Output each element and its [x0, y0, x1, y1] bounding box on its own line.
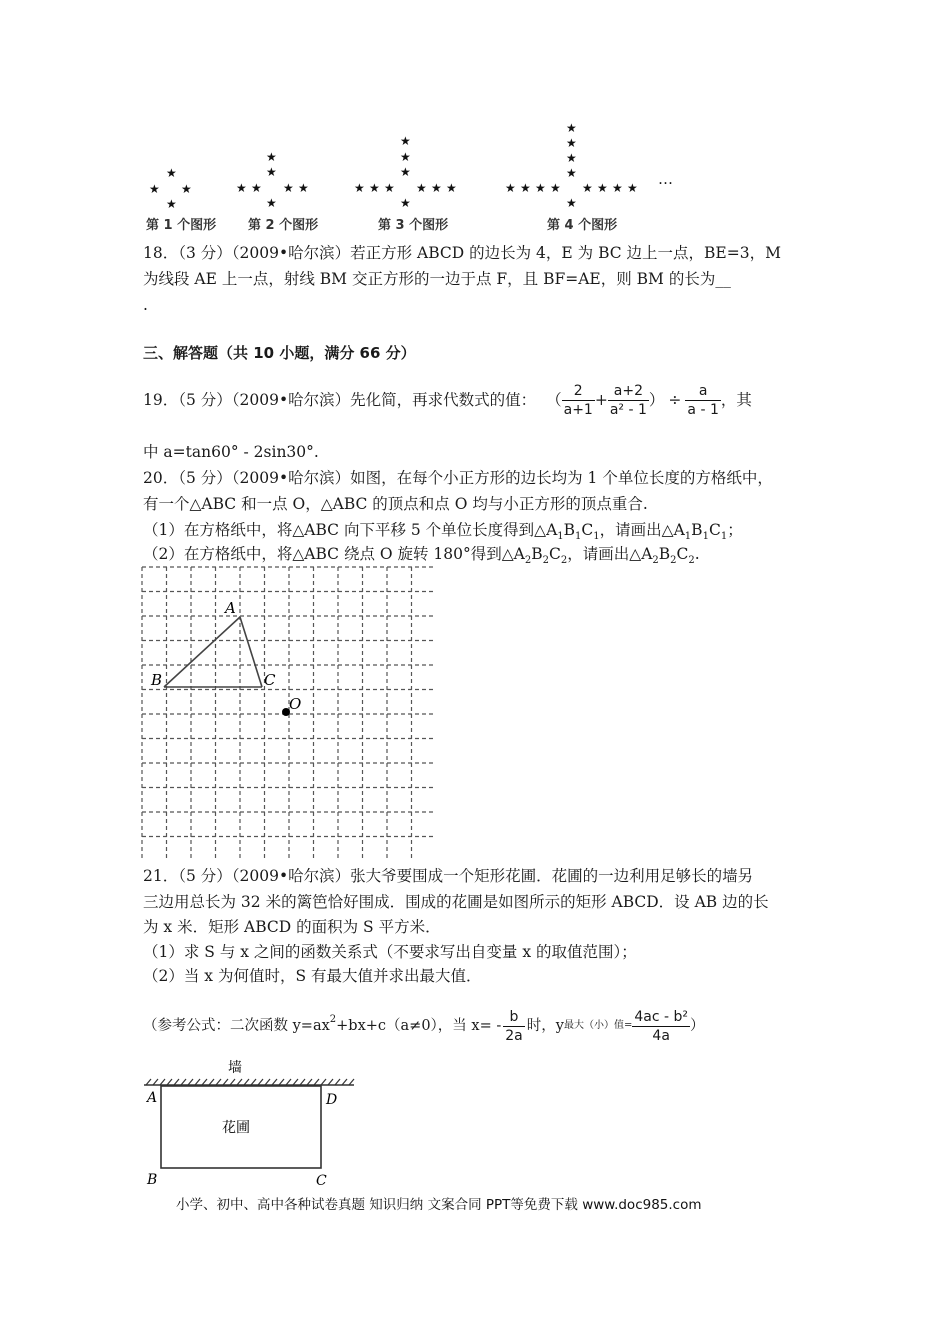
q21-line-2: 三边用总长为 32 米的篱笆恰好围成．围成的花圃是如图所示的矩形 ABCD．设 AB 边的长 — [143, 893, 769, 911]
q19-divide: ÷ — [668, 391, 682, 409]
wall-hatch — [258, 1079, 263, 1085]
star-icon: ★ — [566, 166, 577, 180]
star-icon: ★ — [266, 196, 277, 210]
wall-hatch — [314, 1079, 319, 1085]
star-icon: ★ — [582, 181, 593, 195]
q20-line-3: （1）在方格纸中，将△ABC 向下平移 5 个单位长度得到$\triangle A_1B_1C_1$，请画出$\triangle A_1B_1C_1$； — [143, 521, 743, 543]
ellipsis: … — [658, 170, 673, 188]
star-icon: ★ — [400, 150, 411, 164]
label-a: A — [225, 599, 236, 617]
section-title: 三、解答题（共 10 小题，满分 66 分） — [143, 344, 416, 362]
wall-hatch — [335, 1079, 340, 1085]
q19-line-2: 中 a=tan60° - 2sin30°. — [143, 443, 319, 461]
wall-label: 墙 — [228, 1060, 242, 1076]
star-icon: ★ — [627, 181, 638, 195]
star-icon: ★ — [505, 181, 516, 195]
q18-line-1: 18．（3 分）（2009•哈尔滨）若正方形 ABCD 的边长为 4，E 为 BC 边上一点，BE=3，M — [143, 244, 781, 262]
q19-line-1 — [143, 378, 752, 422]
wall-hatch — [244, 1079, 249, 1085]
wall-hatch — [265, 1079, 270, 1085]
wall-hatch — [300, 1079, 305, 1085]
star-icon: ★ — [149, 182, 160, 196]
star-icon: ★ — [181, 182, 192, 196]
q19-fraction-3: $\frac{a}{a - 1}$ — [687, 382, 719, 418]
star-icon: ★ — [400, 134, 411, 148]
q19-lparen: （ — [546, 391, 562, 409]
q21-line-4: （1）求 S 与 x 之间的函数关系式（不要求写出自变量 x 的取值范围）； — [143, 943, 637, 961]
star-icon: ★ — [251, 181, 262, 195]
star-icon: ★ — [298, 181, 309, 195]
q19-plus: + — [594, 391, 608, 409]
star-icon: ★ — [597, 181, 608, 195]
q21-garden-figure — [140, 1058, 370, 1188]
wall-hatch — [349, 1079, 354, 1085]
star-icon: ★ — [520, 181, 531, 195]
star-icon: ★ — [166, 166, 177, 180]
wall-hatch — [146, 1079, 151, 1085]
wall-hatch — [181, 1079, 186, 1085]
star-icon: ★ — [400, 165, 411, 179]
q19-suffix: ，其 — [720, 391, 752, 409]
star-icon: ★ — [369, 181, 380, 195]
wall-hatch — [293, 1079, 298, 1085]
wall-hatch — [174, 1079, 179, 1085]
figure-caption-2: 第 2 个图形 — [248, 218, 319, 233]
wall-hatch — [216, 1079, 221, 1085]
wall-hatch — [167, 1079, 172, 1085]
star-icon: ★ — [384, 181, 395, 195]
star-icon: ★ — [283, 181, 294, 195]
q21-line-5: （2）当 x 为何值时，S 有最大值并求出最大值． — [143, 967, 482, 985]
star-icon: ★ — [266, 165, 277, 179]
footer-text: 小学、初中、高中各种试卷真题 知识归纳 文案合同 PPT等免费下载 www.doc985.com — [176, 1197, 702, 1213]
wall-hatch — [251, 1079, 256, 1085]
wall-hatch — [153, 1079, 158, 1085]
q18-line-3: . — [143, 296, 148, 314]
star-icon: ★ — [446, 181, 457, 195]
star-icon: ★ — [354, 181, 365, 195]
wall-hatch — [160, 1079, 165, 1085]
wall-hatch — [328, 1079, 333, 1085]
wall-hatch — [272, 1079, 277, 1085]
label-c: C — [264, 671, 276, 689]
label-o: O — [289, 695, 302, 713]
q20-line-4: （2）在方格纸中，将△ABC 绕点 O 旋转 180°得到$\triangle A_2B_2C_2$，请画出$\triangle A_2B_2C_2$. — [143, 545, 700, 567]
wall-hatch — [188, 1079, 193, 1085]
q21-line-1: 21．（5 分）（2009•哈尔滨）张大爷要围成一个矩形花圃．花圃的一边利用足够长的墙另 — [143, 867, 754, 885]
star-icon: ★ — [416, 181, 427, 195]
q19-fraction-2: $\frac{a+2}{\text{a² - 1}}$ — [609, 382, 647, 418]
wall-hatch — [202, 1079, 207, 1085]
q21-line-3: 为 x 米．矩形 ABCD 的面积为 S 平方米． — [143, 918, 441, 936]
q20-line-2: 有一个△ABC 和一点 O，△ABC 的顶点和点 O 均与小正方形的顶点重合. — [143, 495, 648, 513]
star-icon: ★ — [550, 181, 561, 195]
wall-hatch — [286, 1079, 291, 1085]
q20-grid-figure — [140, 565, 434, 859]
label-c: C — [316, 1173, 327, 1188]
wall-hatch — [195, 1079, 200, 1085]
wall-hatch — [230, 1079, 235, 1085]
q19-prefix: 19．（5 分）（2009•哈尔滨）先化简，再求代数式的值： — [143, 391, 537, 409]
figure-caption-3: 第 3 个图形 — [378, 218, 449, 233]
label-b: B — [147, 1172, 158, 1188]
star-icon: ★ — [535, 181, 546, 195]
star-icon: ★ — [400, 196, 411, 210]
label-b: B — [151, 671, 163, 689]
formula-fraction-2: $\frac{\text{4ac - b²}}{4a}$ — [634, 1008, 688, 1044]
wall-hatch — [237, 1079, 242, 1085]
figure-caption-1: 第 1 个图形 — [146, 218, 217, 233]
q19-rparen: ） — [648, 391, 665, 409]
star-icon: ★ — [166, 197, 177, 211]
wall-hatch — [279, 1079, 284, 1085]
wall-hatch — [342, 1079, 347, 1085]
wall-hatch — [209, 1079, 214, 1085]
star-icon: ★ — [566, 136, 577, 150]
star-icon: ★ — [266, 150, 277, 164]
label-a: A — [147, 1090, 158, 1106]
star-icon: ★ — [236, 181, 247, 195]
star-icon: ★ — [566, 196, 577, 210]
wall-hatch — [307, 1079, 312, 1085]
segment-ab — [164, 617, 240, 687]
garden-label: 花圃 — [222, 1120, 250, 1136]
star-icon: ★ — [431, 181, 442, 195]
q20-line-1: 20．（5 分）（2009•哈尔滨）如图，在每个小正方形的边长均为 1 个单位长度的方格纸中， — [143, 469, 773, 487]
q19-fraction-1: $\frac{2}{a+1}$ — [563, 382, 593, 418]
star-icon: ★ — [612, 181, 623, 195]
wall-hatch — [223, 1079, 228, 1085]
label-d: D — [326, 1092, 338, 1108]
formula-fraction-1: $\frac{b}{2a}$ — [505, 1008, 523, 1044]
figure-caption-4: 第 4 个图形 — [547, 218, 618, 233]
q18-line-2: 为线段 AE 上一点，射线 BM 交正方形的一边于点 F，且 BF=AE，则 BM 的长为__ — [143, 270, 731, 288]
star-icon: ★ — [566, 151, 577, 165]
q21-reference-formula: （参考公式：二次函数 y=ax $^2$ +bx+c（a≠0），当 x= - $\frac{b}{2a}$ 时，y 最大（小）值= $\frac{\text{4ac - b²}}{4a}$ ） — [143, 1008, 705, 1044]
segment-ac — [240, 617, 262, 687]
star-icon: ★ — [566, 121, 577, 135]
wall-hatch — [321, 1079, 326, 1085]
